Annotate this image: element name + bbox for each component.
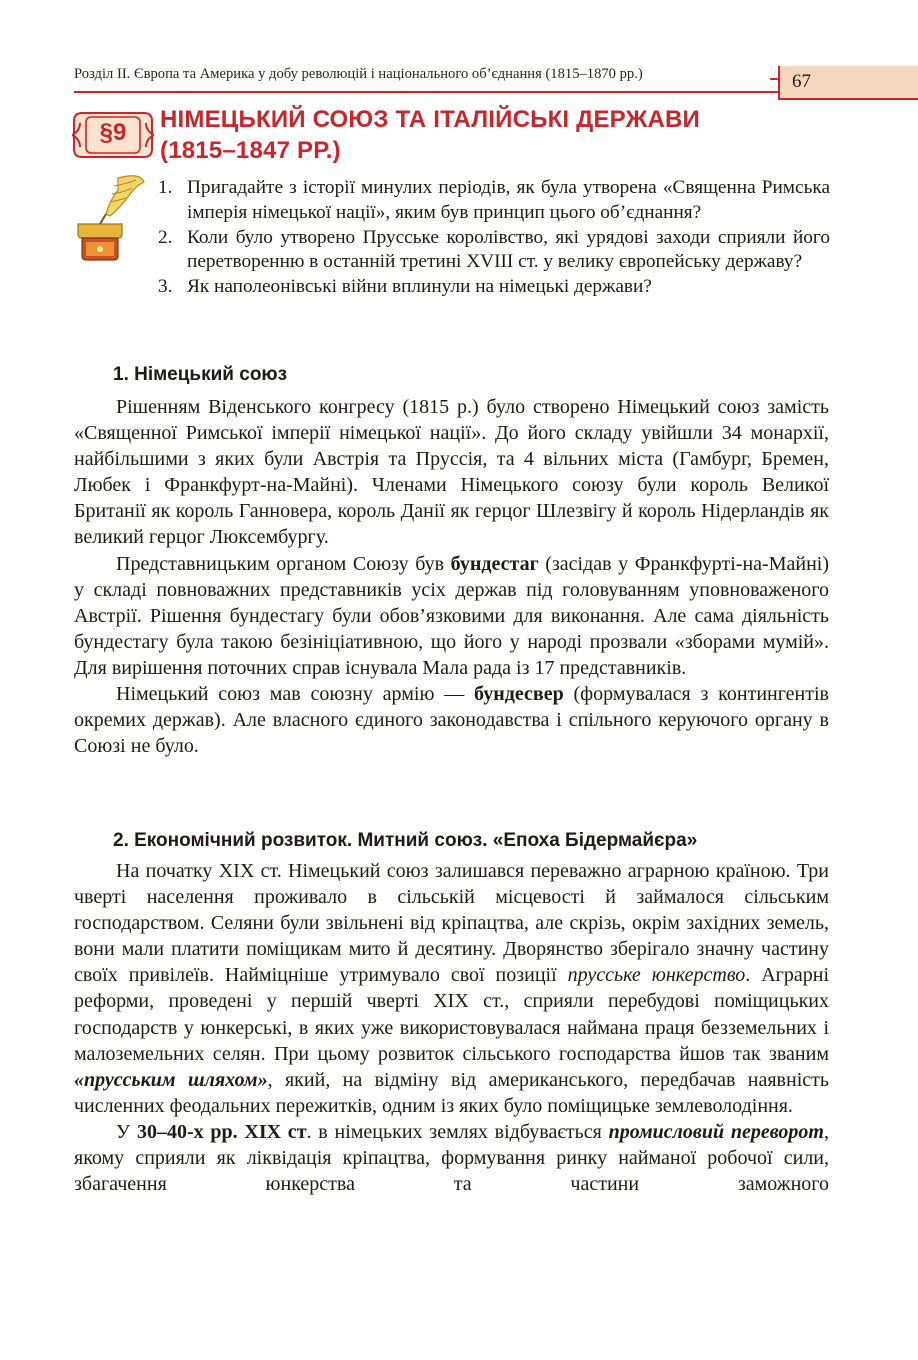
section1-body — [74, 394, 829, 759]
question-item — [158, 226, 830, 276]
quill-inkwell-icon — [70, 172, 148, 264]
running-head: Розділ ІІ. Європа та Америка у добу революцій і національного об’єднання (1815–1870 рр.) — [74, 66, 643, 82]
question-number: 2. — [158, 226, 173, 248]
review-questions — [158, 176, 830, 300]
page-number-tab — [778, 66, 918, 100]
paragraph-text: Рішенням Віденського конгресу (1815 р.) було створено Німецький союз замість «Священної Римської імперії німецької нації». До його складу увійшли 34 монархії, найбільшими з яких були Австрія та Пруссія, та 4 вільних міста (Гамбург, Бремен, Любек і Франкфурт-на-Майні). Членами Німецького союзу були король Великої Британії як король Ганновера, король Данії як герцог Шлезвігу й король Нідерландів як великий герцог Люксембургу. — [74, 396, 829, 549]
header-rule — [74, 91, 779, 93]
text-run: На початку XIX ст. Німецький союз залишався переважно аграрною країною. Три чверті населення проживало в сільській місцевості й займалося сільським господарством. Селяни були звільнені від кріпацтва, але скрізь, окрім західних земель, вони мали платити поміщикам мито й десятину. Дворянство зберігало значну частину своїх привілеїв. Найміцніше утримувало свої позиції — [74, 860, 829, 987]
text-run: . Аграрні реформи, проведені у першій чверті XIX ст., сприяли перебудові поміщицьких господарств у юнкерські, в яких уже використовувалася наймана праця безземельних і малоземельних селян. При цьому розвиток сільського господарства йшов так званим — [74, 964, 829, 1065]
text-run: Німецький союз мав союзну армію — — [116, 683, 475, 706]
section2-body — [74, 858, 829, 1197]
title-line: НІМЕЦЬКИЙ СОЮЗ ТА ІТАЛІЙСЬКІ ДЕРЖАВИ — [160, 106, 700, 133]
text-run: , якому сприяли як ліквідація кріпацтва, формування ринку найманої робочої сили, збагачення юнкерства та частини заможного — [74, 1120, 829, 1196]
key-term: «прусським шляхом» — [74, 1068, 268, 1091]
section-heading: 2. Економічний розвиток. Митний союз. «Епоха Бідермайєра» — [113, 830, 698, 851]
section-heading: 1. Німецький союз — [113, 364, 288, 385]
question-number: 1. — [158, 177, 173, 198]
question-number: 3. — [158, 276, 173, 298]
paragraph-text — [74, 681, 829, 759]
title-line: (1815–1847 РР.) — [160, 137, 341, 164]
paragraph-text — [74, 551, 829, 681]
question-text: Як наполеонівські війни вплинули на німецькі держави? — [187, 276, 652, 298]
key-term: прусське юнкерство — [567, 964, 746, 987]
paragraph-text — [74, 1119, 829, 1197]
question-text: Коли було утворено Прусське королівство, які урядові заходи сприяли його перетворенню в останній третині XVIII ст. у велику європейську державу? — [187, 226, 830, 273]
key-term: промисловий переворот — [608, 1120, 824, 1143]
key-term: бундестаг — [450, 552, 539, 575]
text-run: Представницьким органом Союзу був — [116, 552, 451, 575]
page-number: 67 — [792, 71, 811, 92]
question-text: Пригадайте з історії минулих періодів, як була утворена «Священна Римська імперія німецької нації», яким був принцип цього об’єднання? — [187, 177, 830, 223]
paragraph-number: §9 — [99, 119, 127, 146]
question-item — [158, 275, 830, 300]
page-title — [160, 104, 860, 166]
question-item — [158, 176, 830, 226]
text-run: У — [116, 1120, 137, 1143]
text-run: , який, на відміну від американського, передбачав наявність численних феодальних пережитків, одним із яких було поміщицьке землеволодіння. — [74, 1068, 830, 1117]
key-term: 30–40-х рр. XIX ст — [136, 1120, 307, 1143]
paragraph-text — [74, 858, 829, 1119]
key-term: бундесвер — [474, 683, 564, 706]
text-run: (засідав у Франкфурті-на-Майні) у складі повноважних представників усіх держав під головуванням уповноваженого Австрії. Рішення бундестагу були обов’язковими для виконання. Але сама діяльність бундестагу була такою безініціативною, що його у народі прозвали «зборами мумій». Для вирішення поточних справ існувала Мала рада із 17 представників. — [74, 552, 829, 679]
text-run: (формувалася з контингентів окремих держав). Але власного єдиного законодавства і спільного керуючого органу в Союзі не було. — [74, 683, 829, 758]
paragraph-badge — [72, 111, 154, 159]
text-run: . в німецьких землях відбувається — [306, 1120, 609, 1143]
